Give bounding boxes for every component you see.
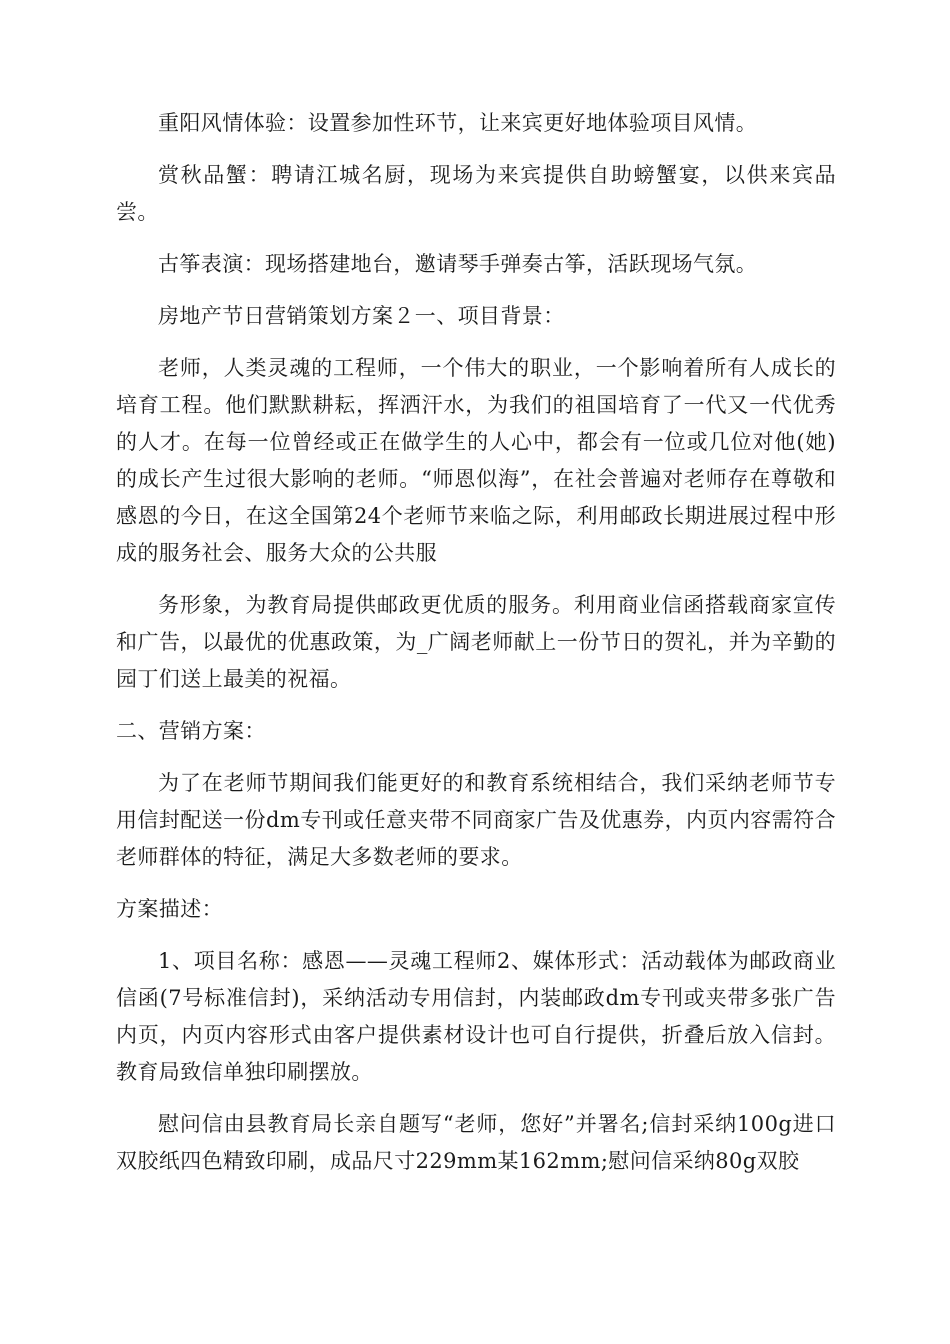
paragraph-autumn-crab: 赏秋品蟹：聘请江城名厨，现场为来宾提供自助螃蟹宴，以供来宾品尝。 [116, 163, 836, 224]
paragraph-service-image: 务形象，为教育局提供邮政更优质的服务。利用商业信函搭载商家宣传和广告，以最优的优惠政策，为_广阔老师献上一份节日的贺礼，并为辛勤的园丁们送上最美的祝福。 [116, 593, 836, 691]
paragraph-guzheng-performance: 古筝表演：现场搭建地台，邀请琴手弹奏古筝，活跃现场气氛。 [158, 252, 758, 276]
paragraph-condolence-letter: 慰问信由县教育局长亲自题写“老师，您好”并署名;信封采纳100g进口双胶纸四色精致印刷，成品尺寸229mm某162mm;慰问信采纳80g双胶 [116, 1112, 836, 1173]
paragraph-plan-2-heading: 房地产节日营销策划方案２一、项目背景： [158, 304, 565, 328]
paragraph-marketing-plan: 为了在老师节期间我们能更好的和教育系统相结合，我们采纳老师节专用信封配送一份dm专刊或任意夹带不同商家广告及优惠券，内页内容需符合老师群体的特征，满足大多数老师的要求。 [116, 771, 836, 869]
paragraph-teacher-background: 老师，人类灵魂的工程师，一个伟大的职业，一个影响着所有人成长的培育工程。他们默默耕耘，挥洒汗水，为我们的祖国培育了一代又一代优秀的人才。在每一位曾经或正在做学生的人心中，都会有一位或几位对他(她)的成长产生过很大影响的老师。“师恩似海”，在社会普遍对老师存在尊敬和感恩的今日，在这全国第24个老师节来临之际，利用邮政长期进展过程中形成的服务社会、服务大众的公共服 [116, 356, 836, 565]
paragraph-project-name-media: 1、项目名称：感恩——灵魂工程师2、媒体形式：活动载体为邮政商业信函(7号标准信封)，采纳活动专用信封，内装邮政dm专刊或夹带多张广告内页，内页内容形式由客户提供素材设计也可自行提供，折叠后放入信封。教育局致信单独印刷摆放。 [116, 949, 836, 1084]
section-heading-marketing-plan: 二、营销方案： [116, 719, 266, 743]
paragraph-chongyang-experience: 重阳风情体验：设置参加性环节，让来宾更好地体验项目风情。 [158, 111, 758, 135]
document-page [116, 105, 836, 1195]
section-heading-plan-description: 方案描述： [116, 897, 223, 921]
